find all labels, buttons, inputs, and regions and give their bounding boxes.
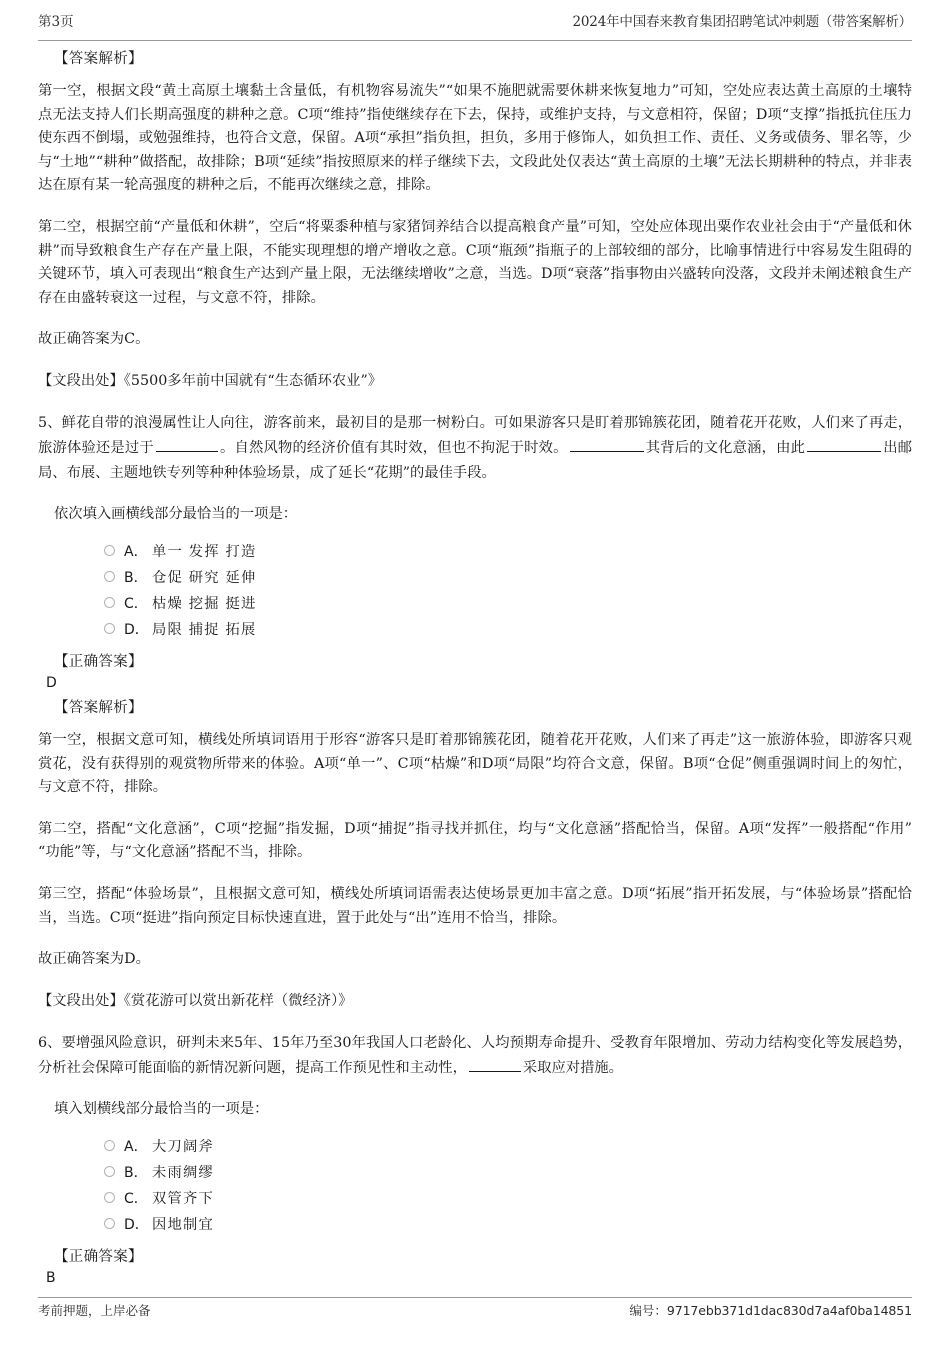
page-number-label: 第3页 xyxy=(38,14,74,30)
q5-stem-part1: 5、鲜花自带的浪漫属性让人向往，游客前来，最初目的是那一树粉白。可如果游客只是盯着那锦簇花团，随着花开花败，人们来了再走，旅游体验还是过于 xyxy=(38,414,912,456)
page-footer xyxy=(38,1297,912,1327)
q5-stem-part2: 。自然风物的经济价值有其时效，但也不拘泥于时效。 xyxy=(219,439,568,456)
document-title: 2024年中国春来教育集团招聘笔试冲刺题（带答案解析） xyxy=(572,14,912,30)
correct-answer-value-q6: B xyxy=(46,1269,56,1286)
option-letter: D． xyxy=(124,621,149,638)
option-letter: A． xyxy=(124,543,148,560)
option-d[interactable] xyxy=(104,616,912,642)
option-text: 局限 捕捉 拓展 xyxy=(152,621,257,638)
option-a[interactable] xyxy=(104,1133,912,1159)
radio-button-icon[interactable] xyxy=(104,1166,115,1177)
q6-stem-part1: 6、要增强风险意识，研判未来5年、15年乃至30年我国人口老龄化、人均预期寿命提升、受教育年限增加、劳动力结构变化等发展趋势，分析社会保障可能面临的新情况新问题，提高工作预见性和主动性， xyxy=(38,1034,912,1076)
q4-source-label: 【文段出处】 xyxy=(38,372,124,389)
question-6-prompt: 填入划横线部分最恰当的一项是： xyxy=(54,1100,269,1117)
option-text: 枯燥 挖掘 挺进 xyxy=(152,595,257,612)
document-content xyxy=(38,48,912,1292)
question-5-options xyxy=(38,538,912,642)
question-6-options xyxy=(38,1133,912,1237)
q5-analysis-paragraph-2: 第二空，搭配“文化意涵”，C项“挖掘”指发掘，D项“捕捉”指寻找并抓住，均与“文化意涵”搭配恰当，保留。A项“发挥”一般搭配“作用”“功能”等，与“文化意涵”搭配不当，排除。 xyxy=(38,820,912,861)
option-b[interactable] xyxy=(104,564,912,590)
question-5-prompt: 依次填入画横线部分最恰当的一项是： xyxy=(54,505,298,522)
q4-analysis-paragraph-2: 第二空，根据空前“产量低和休耕”，空后“将粟黍种植与家猪饲养结合以提高粮食产量”可知，空处应体现出粟作农业社会由于“产量低和休耕”而导致粮食生产存在产量上限，不能实现理想的增产增收之意。C项“瓶颈”指瓶子的上部较细的部分，比喻事情进行中容易发生阻碍的关键环节，填入可表现出“粮食生产达到产量上限，无法继续增收”之意，当选。D项“衰落”指事物由兴盛转向没落，文段并未阐述粮食生产存在由盛转衰这一过程，与文意不符，排除。 xyxy=(38,218,912,306)
option-text: 因地制宜 xyxy=(152,1216,214,1233)
q4-source-text: 《5500多年前中国就有“生态循环农业”》 xyxy=(123,372,383,389)
option-c[interactable] xyxy=(104,590,912,616)
radio-button-icon[interactable] xyxy=(104,623,115,634)
radio-button-icon[interactable] xyxy=(104,597,115,608)
option-letter: C． xyxy=(124,1190,148,1207)
q5-stem-part4: 出邮局、布展、主题地铁专列等种种体验场景，成了延长“花期”的最佳手段。 xyxy=(38,439,913,481)
question-5-stem xyxy=(38,411,912,486)
q4-conclusion: 故正确答案为C。 xyxy=(38,331,150,348)
q5-blank-3 xyxy=(807,451,881,452)
q5-source-text: 《赏花游可以赏出新花样（微经济）》 xyxy=(123,992,353,1009)
correct-answer-label-q5: 【正确答案】 xyxy=(54,653,143,670)
q4-source xyxy=(38,370,912,393)
page-header xyxy=(38,14,912,41)
option-text: 单一 发挥 打造 xyxy=(152,543,257,560)
serial-value: 9717ebb371d1dac830d7a4af0ba14851 xyxy=(666,1303,912,1318)
footer-note: 考前押题，上岸必备 xyxy=(38,1303,151,1318)
q5-blank-2 xyxy=(570,451,644,452)
q5-analysis-paragraph-1: 第一空，根据文意可知，横线处所填词语用于形容“游客只是盯着那锦簇花团，随着花开花败，人们来了再走”这一旅游体验，即游客只观赏花，没有获得别的观赏物所带来的体验。A项“单一”、C项“枯燥”和D项“局限”均符合文意，保留。B项“仓促”侧重强调时间上的匆忙，与文意不符，排除。 xyxy=(38,731,912,796)
option-text: 未雨绸缪 xyxy=(152,1164,214,1181)
q6-stem-part2: 采取应对措施。 xyxy=(522,1059,623,1076)
q5-source-label: 【文段出处】 xyxy=(38,992,124,1009)
radio-button-icon[interactable] xyxy=(104,571,115,582)
footer-serial xyxy=(629,1303,912,1319)
option-letter: B． xyxy=(124,1164,148,1181)
option-letter: D． xyxy=(124,1216,149,1233)
radio-button-icon[interactable] xyxy=(104,1218,115,1229)
option-letter: A． xyxy=(124,1138,148,1155)
radio-button-icon[interactable] xyxy=(104,1140,115,1151)
analysis-label-q5: 【答案解析】 xyxy=(54,699,143,716)
q5-source xyxy=(38,990,912,1013)
q5-conclusion: 故正确答案为D。 xyxy=(38,951,150,968)
option-letter: B． xyxy=(124,569,148,586)
q5-blank-1 xyxy=(156,451,218,452)
option-letter: C． xyxy=(124,595,148,612)
option-b[interactable] xyxy=(104,1159,912,1185)
radio-button-icon[interactable] xyxy=(104,545,115,556)
serial-label: 编号： xyxy=(629,1303,667,1318)
option-c[interactable] xyxy=(104,1185,912,1211)
radio-button-icon[interactable] xyxy=(104,1192,115,1203)
correct-answer-value-q5: D xyxy=(46,674,57,691)
q4-analysis-paragraph-1: 第一空，根据文段“黄土高原土壤黏土含量低，有机物容易流失”“如果不施肥就需要休耕来恢复地力”可知，空处应表达黄土高原的土壤特点无法支持人们长期高强度的耕种之意。C项“维持”指使继续存在下去，保持，或维护支持，与文意相符，保留；D项“支撑”指抵抗住压力使东西不倒塌，或勉强维持，也符合文意，保留。A项“承担”指负担，担负，多用于修饰人，如负担工作、责任、义务或债务、罪名等，少与“土地”“耕种”做搭配，故排除；B项“延续”指按照原来的样子继续下去，文段此处仅表达“黄土高原的土壤”无法长期耕种的特点，并非表达在原有某一轮高强度的耕种之后，不能再次继续之意，排除。 xyxy=(38,83,912,194)
option-text: 双管齐下 xyxy=(152,1190,214,1207)
question-6-stem xyxy=(38,1031,912,1081)
option-text: 仓促 研究 延伸 xyxy=(152,569,257,586)
analysis-label-q4: 【答案解析】 xyxy=(54,51,143,67)
correct-answer-label-q6: 【正确答案】 xyxy=(54,1248,143,1265)
q5-stem-part3: 其背后的文化意涵，由此 xyxy=(645,439,806,456)
q5-analysis-paragraph-3: 第三空，搭配“体验场景”，且根据文意可知，横线处所填词语需表达使场景更加丰富之意。D项“拓展”指开拓发展，与“体验场景”搭配恰当，当选。C项“挺进”指向预定目标快速直进，置于此处与“出”连用不恰当，排除。 xyxy=(38,885,912,926)
q6-blank-1 xyxy=(469,1071,521,1072)
option-a[interactable] xyxy=(104,538,912,564)
option-d[interactable] xyxy=(104,1211,912,1237)
option-text: 大刀阔斧 xyxy=(152,1138,214,1155)
